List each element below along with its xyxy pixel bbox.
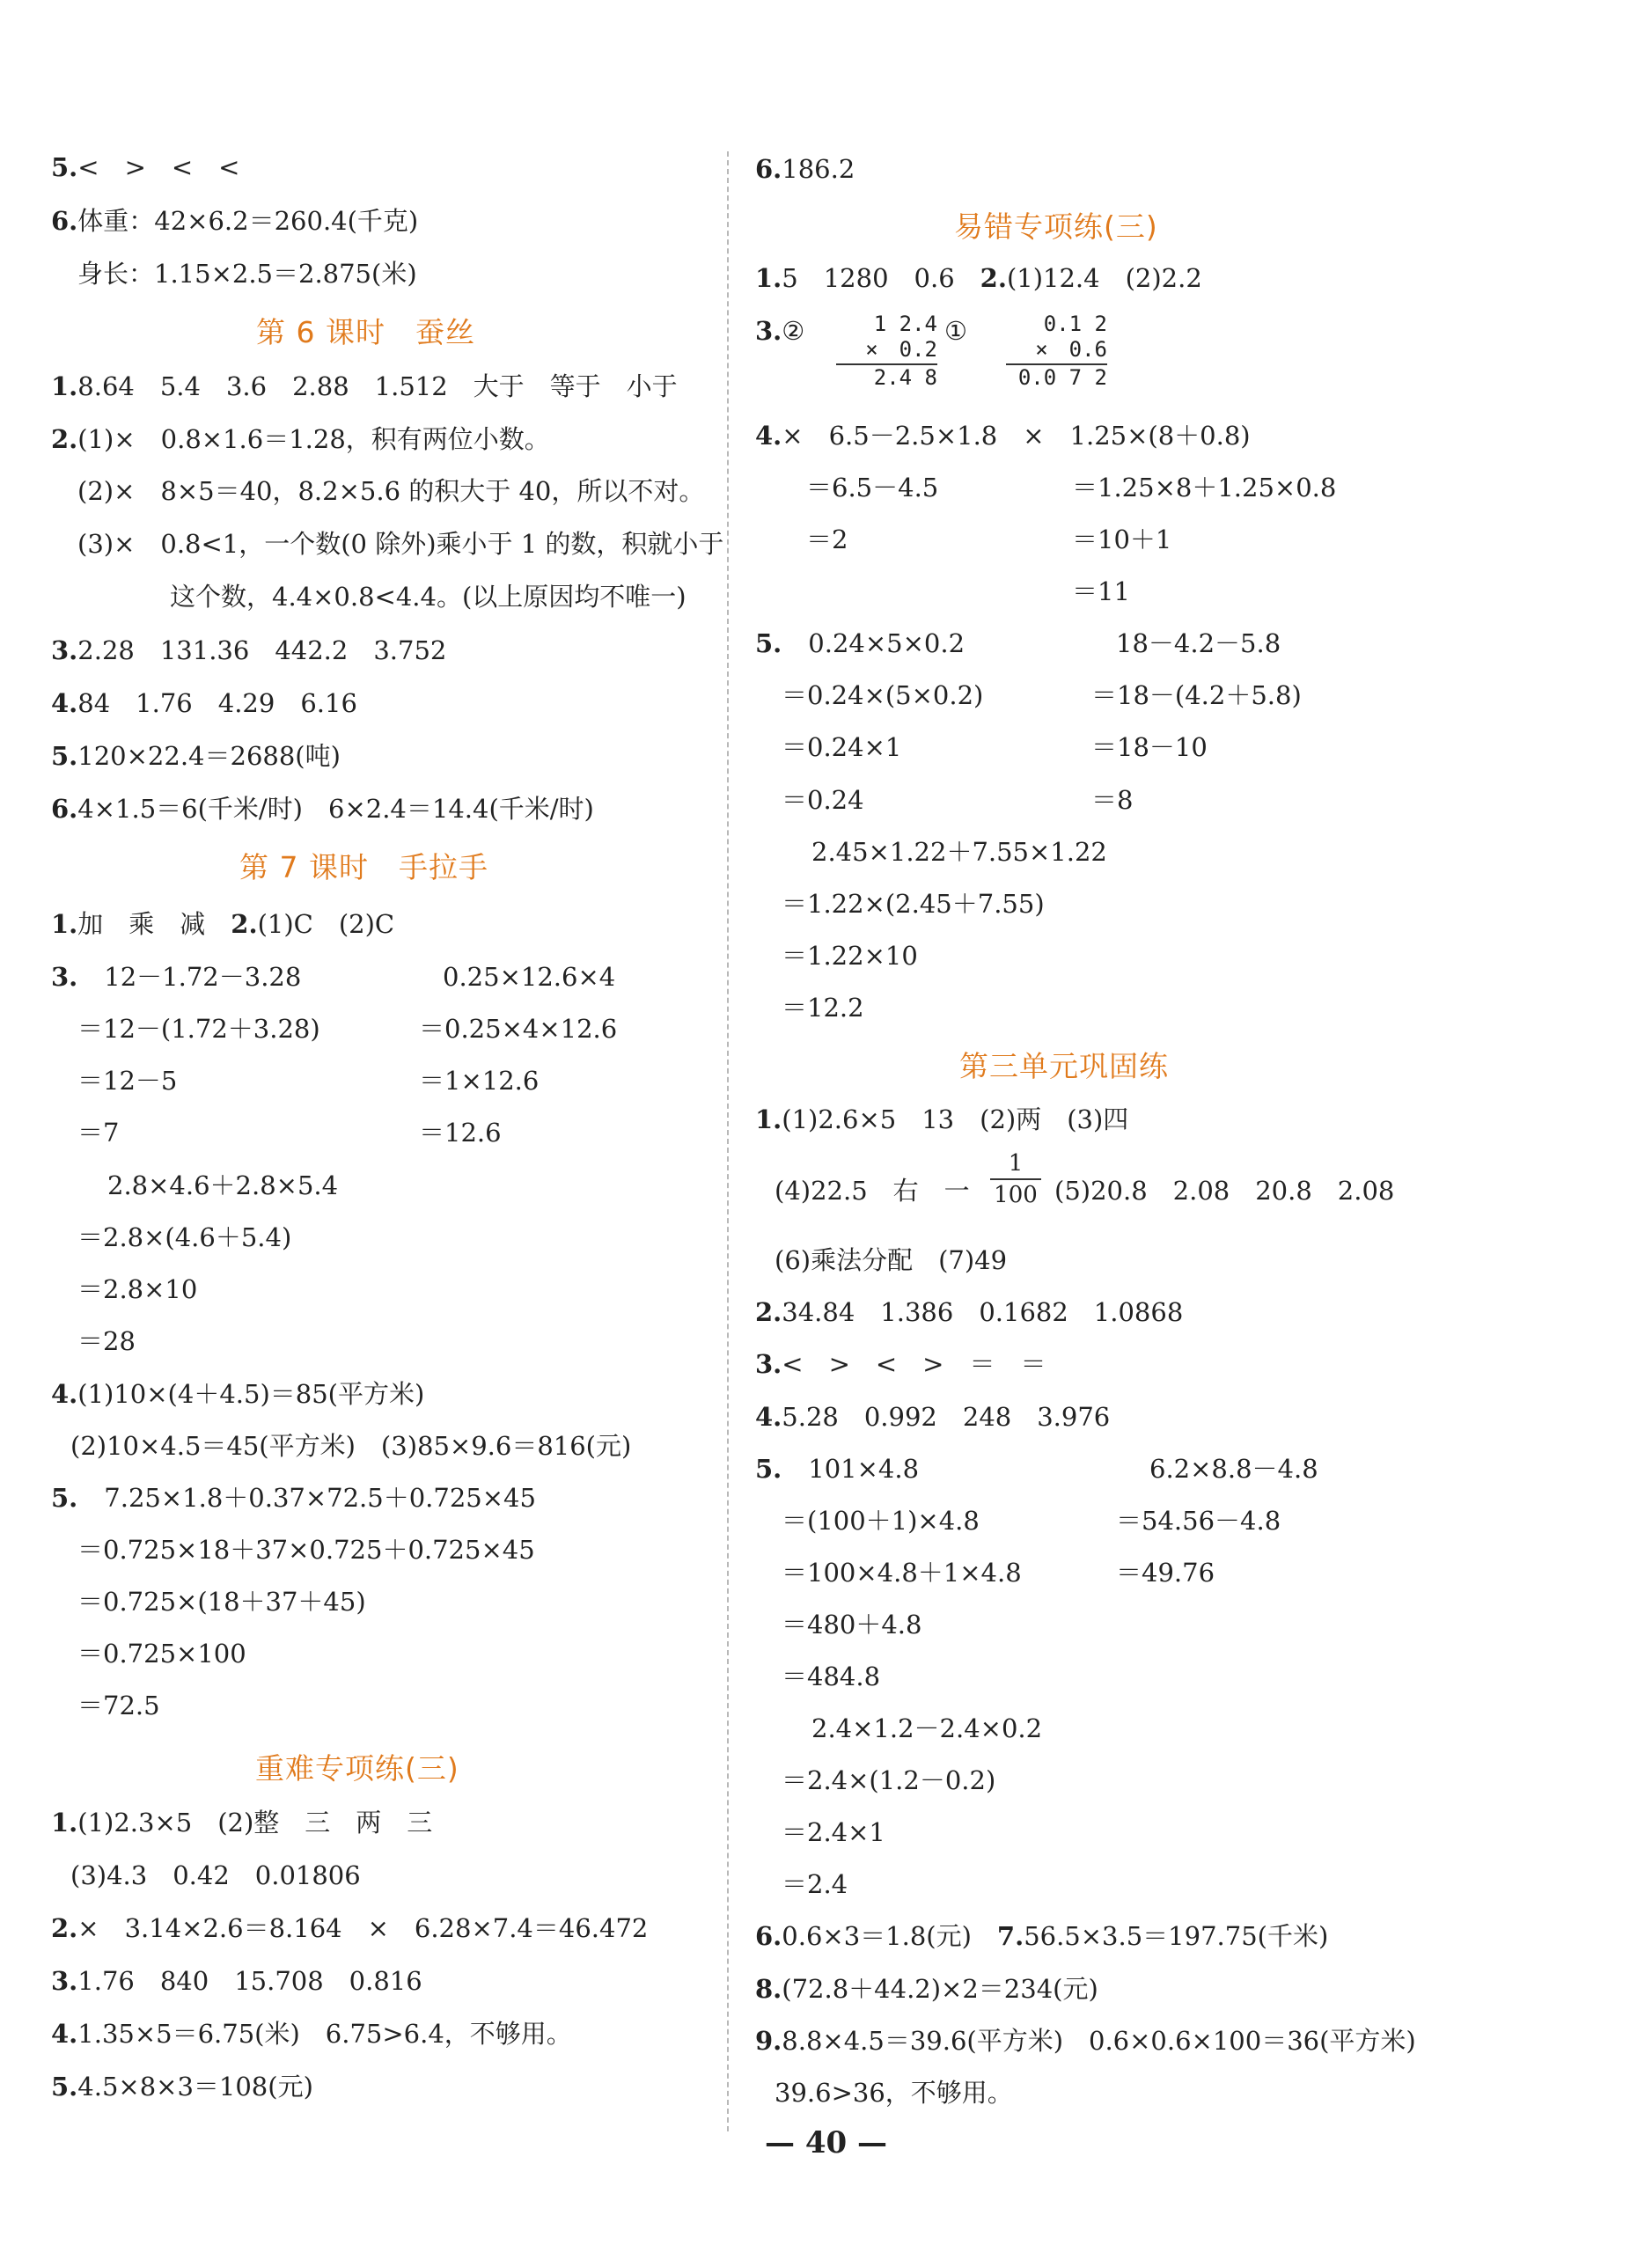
- answer-line: ＝0.725×(18＋37＋45): [77, 1587, 366, 1617]
- answer-line: ＝0.725×18＋37×0.725＋0.725×45: [77, 1535, 535, 1565]
- answer-line: ＝1.22×10: [782, 941, 918, 971]
- answer-line: 5. 0.24×5×0.2: [755, 628, 966, 658]
- answer-line: 1.(1)2.3×5 (2)整 三 两 三: [51, 1808, 433, 1838]
- answer-line: 这个数，4.4×0.8<4.4。(以上原因均不唯一): [170, 582, 686, 612]
- answer-line: ＝2.4: [782, 1869, 848, 1899]
- answer-line: 6.4×1.5＝6(千米/时) 6×2.4＝14.4(千米/时): [51, 794, 594, 824]
- vertical-multiplication: 0.1 2 × 0.6 0.0 7 2: [1006, 312, 1107, 391]
- answer-line: ＝11: [1072, 576, 1130, 606]
- answer-line: ＝480＋4.8: [782, 1610, 922, 1639]
- answer-line: 2.8×4.6＋2.8×5.4: [107, 1170, 339, 1200]
- answer-line: 8.(72.8＋44.2)×2＝234(元): [755, 1974, 1098, 2004]
- vertical-multiplication: 1 2.4 × 0.2 2.4 8: [836, 312, 937, 391]
- answer-line: ＝100×4.8＋1×4.8: [782, 1558, 1022, 1588]
- answer-line: 5.120×22.4＝2688(吨): [51, 741, 341, 771]
- answer-line: ＝49.76: [1116, 1558, 1215, 1588]
- section-heading: 第三单元巩固练: [959, 1049, 1169, 1083]
- answer-line: ＝18－(4.2＋5.8): [1091, 680, 1302, 710]
- answer-line: 4.(1)10×(4＋4.5)＝85(平方米): [51, 1379, 425, 1409]
- answer-line: 2.(1)× 0.8×1.6＝1.28，积有两位小数。: [51, 424, 550, 454]
- answer-line: ＝0.24×1: [782, 732, 902, 762]
- answer-line: ＝0.725×100: [77, 1639, 246, 1669]
- answer-line: 39.6>36，不够用。: [775, 2078, 1013, 2108]
- answer-line: 1.8.64 5.4 3.6 2.88 1.512 大于 等于 小于: [51, 371, 678, 401]
- answer-line: ①: [944, 316, 967, 346]
- answer-line: ＝(100＋1)×4.8: [782, 1506, 980, 1536]
- answer-line: ＝7: [77, 1118, 120, 1148]
- answer-line: 2.34.84 1.386 0.1682 1.0868: [755, 1297, 1184, 1327]
- answer-line: 1.(1)2.6×5 13 (2)两 (3)四: [755, 1104, 1129, 1134]
- answer-line: (4)22.5 右 一: [775, 1176, 970, 1206]
- answer-line: (3)× 0.8<1，一个数(0 除外)乘小于 1 的数，积就小于: [77, 529, 724, 559]
- page-number: — 40 —: [765, 2125, 887, 2160]
- answer-line: ＝0.24×(5×0.2): [782, 680, 984, 710]
- answer-line: 3. 12－1.72－3.28: [51, 962, 302, 992]
- answer-line: ＝2.8×10: [77, 1274, 198, 1304]
- answer-line: 2.45×1.22＋7.55×1.22: [811, 837, 1107, 867]
- fraction: $\frac{1}{100}$: [990, 1148, 1041, 1210]
- answer-line: 18－4.2－5.8: [1116, 628, 1281, 658]
- answer-line: ＝2.4×1: [782, 1817, 885, 1847]
- answer-line: 3.②: [755, 316, 805, 346]
- answer-line: ＝18－10: [1091, 732, 1208, 762]
- answer-line: ＝2: [806, 524, 848, 554]
- answer-line: 9.8.8×4.5＝39.6(平方米) 0.6×0.6×100＝36(平方米): [755, 2026, 1416, 2056]
- answer-line: (2)10×4.5＝45(平方米) (3)85×9.6＝816(元): [70, 1431, 632, 1461]
- section-heading: 第 7 课时 手拉手: [239, 850, 488, 884]
- answer-line: ＝8: [1091, 785, 1134, 815]
- section-heading: 易错专项练(三): [954, 209, 1158, 244]
- answer-line: 5.< > < <: [51, 152, 240, 182]
- answer-line: (5)20.8 2.08 20.8 2.08: [1054, 1176, 1395, 1206]
- answer-line: ＝0.25×4×12.6: [419, 1014, 618, 1044]
- answer-line: ＝12－(1.72＋3.28): [77, 1014, 320, 1044]
- answer-line: 6.体重：42×6.2＝260.4(千克): [51, 206, 419, 236]
- answer-line: ＝12－5: [77, 1066, 178, 1096]
- answer-line: 2.4×1.2－2.4×0.2: [811, 1713, 1043, 1743]
- answer-line: 3.2.28 131.36 442.2 3.752: [51, 635, 447, 665]
- answer-line: ＝1.22×(2.45＋7.55): [782, 889, 1045, 919]
- answer-line: 5. 7.25×1.8＋0.37×72.5＋0.725×45: [51, 1483, 536, 1513]
- answer-line: ＝10＋1: [1072, 524, 1172, 554]
- answer-line: 2.× 3.14×2.6＝8.164 × 6.28×7.4＝46.472: [51, 1913, 649, 1943]
- answer-line: ＝1.25×8＋1.25×0.8: [1072, 473, 1337, 502]
- answer-line: (2)× 8×5＝40，8.2×5.6 的积大于 40，所以不对。: [77, 476, 705, 506]
- answer-line: 4.5.28 0.992 248 3.976: [755, 1402, 1111, 1432]
- answer-line: ＝12.2: [782, 993, 864, 1023]
- answer-line: ＝2.8×(4.6＋5.4): [77, 1222, 292, 1252]
- answer-line: 6.2×8.8－4.8: [1149, 1454, 1318, 1484]
- answer-line: 0.25×12.6×4: [443, 962, 616, 992]
- answer-line: 1.加 乘 减 2.(1)C (2)C: [51, 909, 395, 939]
- answer-line: ＝6.5－4.5: [806, 473, 939, 502]
- answer-line: ＝12.6: [419, 1118, 502, 1148]
- answer-line: (3)4.3 0.42 0.01806: [70, 1860, 361, 1890]
- answer-line: (6)乘法分配 (7)49: [775, 1245, 1008, 1275]
- section-heading: 第 6 课时 蚕丝: [256, 315, 475, 349]
- answer-line: 3.< > < > ＝ ＝: [755, 1349, 1046, 1379]
- answer-line: 6.0.6×3＝1.8(元) 7.56.5×3.5＝197.75(千米): [755, 1921, 1329, 1951]
- column-divider: [727, 151, 730, 2131]
- answer-line: 5.4.5×8×3＝108(元): [51, 2072, 313, 2102]
- answer-line: ＝28: [77, 1326, 136, 1356]
- answer-line: ＝54.56－4.8: [1116, 1506, 1281, 1536]
- answer-line: 6.186.2: [755, 154, 855, 184]
- answer-line: 5. 101×4.8: [755, 1454, 920, 1484]
- answer-line: ＝72.5: [77, 1691, 160, 1720]
- answer-line: ＝1×12.6: [419, 1066, 540, 1096]
- answer-line: ＝2.4×(1.2－0.2): [782, 1765, 996, 1795]
- answer-line: 身长：1.15×2.5＝2.875(米): [77, 259, 417, 289]
- answer-line: 4.1.35×5＝6.75(米) 6.75>6.4，不够用。: [51, 2019, 572, 2049]
- answer-line: 3.1.76 840 15.708 0.816: [51, 1966, 422, 1996]
- answer-line: ＝484.8: [782, 1661, 881, 1691]
- answer-line: 4.84 1.76 4.29 6.16: [51, 688, 357, 718]
- answer-line: 4.× 6.5－2.5×1.8 × 1.25×(8＋0.8): [755, 421, 1251, 451]
- answer-line: ＝0.24: [782, 785, 864, 815]
- section-heading: 重难专项练(三): [255, 1751, 459, 1786]
- answer-line: 1.5 1280 0.6 2.(1)12.4 (2)2.2: [755, 263, 1202, 293]
